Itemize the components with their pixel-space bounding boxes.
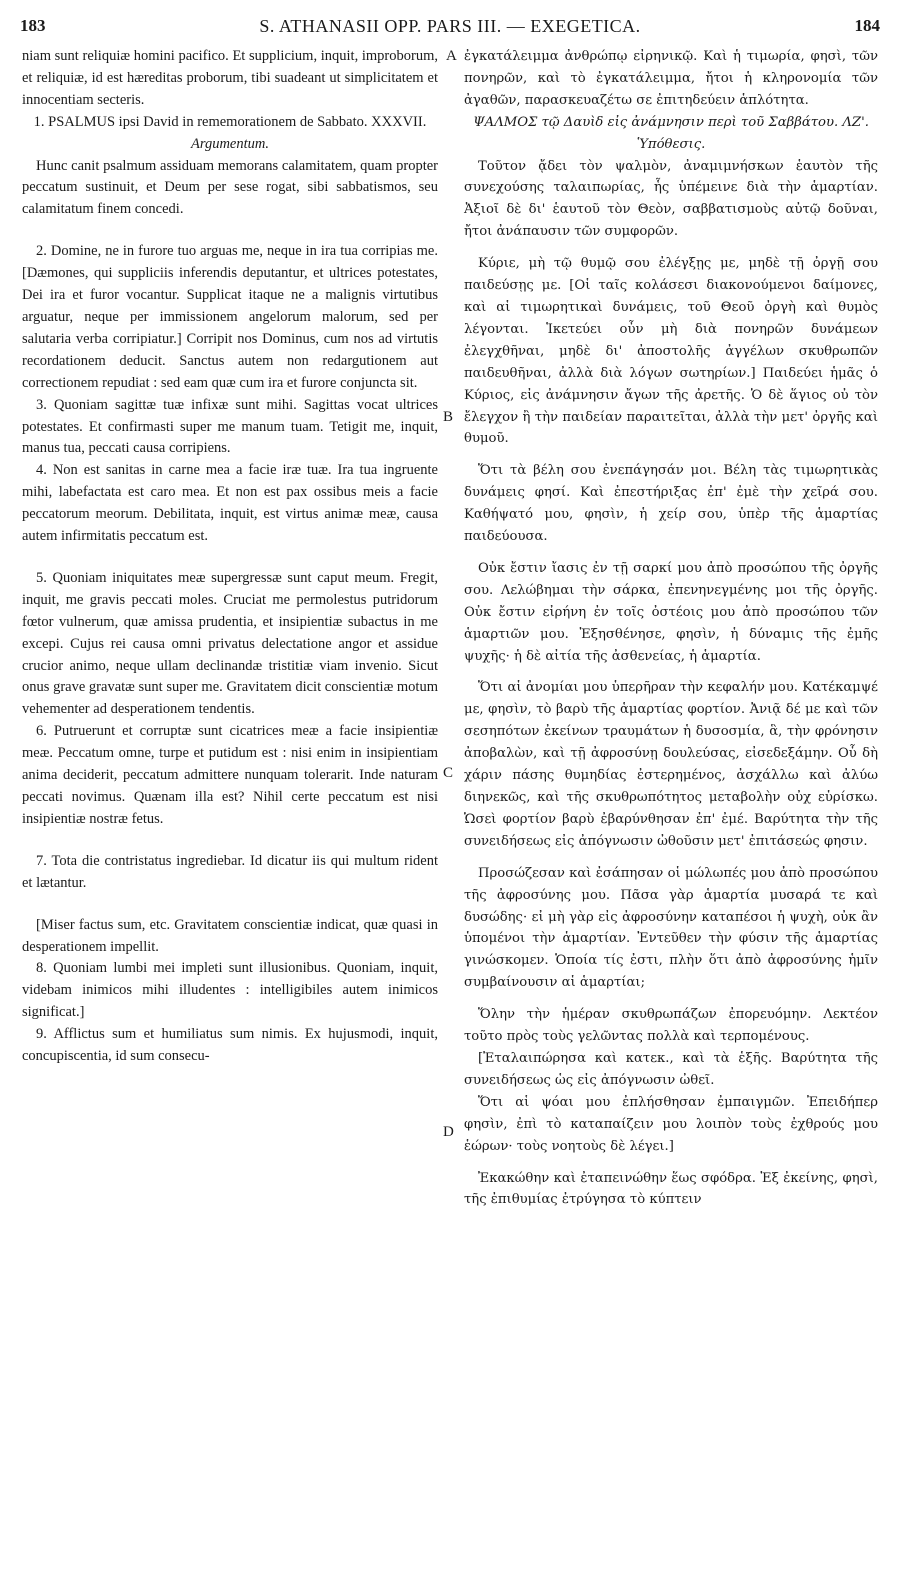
latin-psalm-heading: 1. PSALMUS ipsi David in rememorationem de Sabbato. XXXVII. <box>33 113 427 130</box>
latin-verse: [Miser factus sum, etc. Gravitatem conscientiæ indicat, quæ quasi in desperationem impellit. <box>22 916 438 955</box>
greek-paragraph: Τοῦτον ᾄδει τὸν ψαλμὸν, ἀναμιμνήσκων ἑαυτὸν τῆς συνεχούσης ταλαιπωρίας, ἧς ὑπέμεινε διὰ τὴν ἁμαρτίαν. Ἀξιοῖ δὲ δι' ἑαυτοῦ τὸν Θεὸν, σαββατισμοὺς αὐτῷ δοῦναι, ἤτοι ἀνάπαυσιν τῶν συμφορῶν. <box>464 158 878 240</box>
greek-verse: Ὅλην τὴν ἡμέραν σκυθρωπάζων ἐπορευόμην. Λεκτέον τοῦτο πρὸς τοὺς γελῶντας πολλὰ καὶ τερπομένους. <box>464 1007 878 1045</box>
latin-verse: 2. Domine, ne in furore tuo arguas me, neque in ira tua corripias me. [Dæmones, qui suppliciis inferendis deputantur, et ultrices potestates, Dei ira et furor vocantur. Supplicat itaque ne a malignis virtutibus arguatur, neque per immissionem angelorum malorum, sed per salutaria verba corripiatur.] Corripit nos Dominus, cum nos ad virtutis recordationem deducit. Sanctus autem non redargutionem aut correctionem repudiat : sed eam quæ cum ira et furore conjuncta sit. <box>22 243 438 391</box>
greek-verse: Οὐκ ἔστιν ἴασις ἐν τῇ σαρκί μου ἀπὸ προσώπου τῆς ὀργῆς σου. Λελώβημαι τὴν σάρκα, ἐπενηνεγμένης μοι τῆς ὀργῆς. Οὐκ ἔστιν εἰρήνη ἐν τοῖς ὀστέοις μου ἀπὸ προσώπου τῶν ἁμαρτιῶν μου. Ἐξησθένησε, φησὶν, ἡ δύναμις τῆς ἐμῆς ψυχῆς· ἡ δὲ αἰτία τῆς ἀσθενείας, ἡ ἁμαρτία. <box>464 560 878 664</box>
margin-marker-b: B <box>443 409 454 425</box>
greek-column <box>464 46 878 1211</box>
page-number-right: 184 <box>854 16 880 35</box>
latin-verse: 5. Quoniam iniquitates meæ supergressæ sunt caput meum. Fregit, inquit, me gravis peccati moles. Cruciat me permolestus putridorum fœtor vulnerum, quæ amissa prudentia, et insipientiæ subactus in me excepi. Cujus rei causa omni privatus delectatione angor et assidue crucior animo, neque ullam declinandæ tristitiæ viam invenio. Sicut onus grave gravatæ sunt super me. Gravitatem dicit conscientiæ motum vehementer ad desperationem tendentis. <box>22 569 438 718</box>
latin-paragraph: Hunc canit psalmum assiduam memorans calamitatem, quam propter peccatum sustinuit, et Deum per sese rogat, sibi sabbatismos, seu calamitatum finem concedi. <box>22 157 438 218</box>
page-number-left: 183 <box>20 16 46 35</box>
greek-verse: [Ἐταλαιπώρησα καὶ κατεκ., καὶ τὰ ἑξῆς. Βαρύτητα τῆς συνειδήσεως ὡς εἰς ἀπόγνωσιν ὠθεῖ. <box>464 1050 878 1088</box>
latin-column <box>22 46 438 1068</box>
greek-verse: Ἐκακώθην καὶ ἐταπεινώθην ἕως σφόδρα. Ἐξ ἐκείνης, φησὶ, τῆς ἐπιθυμίας ἐτρύγησα τὸ κύπτειν <box>464 1170 878 1208</box>
greek-verse: Ὅτι αἱ ψόαι μου ἐπλήσθησαν ἐμπαιγμῶν. Ἐπειδήπερ φησὶν, ἐπὶ τὸ καταπαίζειν μου λοιπὸν τοὺς ἐχθρούς μου ἑώρων· τοὺς νοητοὺς δὲ λέγει.] <box>464 1094 878 1154</box>
greek-verse: Ὅτι αἱ ἀνομίαι μου ὑπερῆραν τὴν κεφαλήν μου. Κατέκαμψέ με, φησὶν, τὸ βαρὺ τῆς ἁμαρτίας φορτίον. Ἀνιᾷ δέ με καὶ τῶν σεσηπότων ἐκείνων τραυμάτων ἡ δυσοσμία, ἃ, τὴν φρόνησιν ἀποβαλὼν, καὶ τῇ ἀφροσύνῃ δουλεύσας, εἰσεδεξάμην. Οὗ δὴ χάριν πάσης θυμηδίας ἐστερημένος, ἀσχάλλω καὶ ἀλύω διηνεκῶς, καὶ τῆς σκυθρωπότητος μεταβολὴν οὐχ εὑρίσκω. Ὡσεὶ φορτίον βαρὺ ἐβαρύνθησαν ἐπ' ἐμέ. Βαρύτητα τὴν τῆς συνειδήσεως εἰς ἀπόγνωσιν ὠθοῦσιν μετ' ἐπιτάσεώς φησιν. <box>464 680 878 849</box>
latin-verse: 8. Quoniam lumbi mei impleti sunt illusionibus. Quoniam, inquit, videbam inimicos mihi illudentes : intelligibiles autem inimicos significat.] <box>22 960 438 1021</box>
greek-paragraph: ἐγκατάλειμμα ἀνθρώπῳ εἰρηνικῷ. Καὶ ἡ τιμωρία, φησὶ, τῶν πονηρῶν, καὶ τὸ ἐγκατάλειμμα, ἤτοι ἡ κληρονομία τῶν ἀγαθῶν, παρασκευαζέτω σε ἐπιτηδεύειν ἁπλότητα. <box>464 49 878 108</box>
greek-verse: Κύριε, μὴ τῷ θυμῷ σου ἐλέγξῃς με, μηδὲ τῇ ὀργῇ σου παιδεύσῃς με. [Οἱ ταῖς κολάσεσι διακονούμενοι δαίμονες, καὶ αἱ τιμωρητικαὶ δυνάμεις, τοῦ Θεοῦ ὀργὴ καὶ θυμὸς λέγονται. Ἱκετεύει οὖν μὴ διὰ πονηρῶν δυνάμεων ἐλεγχθῆναι, μηδὲ δι' ἀποστολῆς ἀγγέλων σκυθρωπῶν παιδευθῆναι, ἀλλὰ διὰ λόγων σωτηρίων.] Παιδεύει ἡμᾶς ὁ Κύριος, εἰς ἀνάμνησιν ἄγων τῆς ἀρετῆς. Ὁ δὲ ἅγιος οὐ τὸν ἔλεγχον ἢ τὴν παιδείαν παραιτεῖται, ἀλλὰ τὴν μετ' ὀργῆς καὶ θυμοῦ. <box>464 256 878 447</box>
greek-argument-heading: Ὑπόθεσις. <box>636 136 706 152</box>
latin-paragraph: niam sunt reliquiæ homini pacifico. Et supplicium, inquit, improborum, et reliquiæ, id est hæreditas proborum, tibi suadeant ut simplicitatem et innocentiam secteris. <box>22 48 438 108</box>
page-header <box>20 16 880 42</box>
latin-verse: 9. Afflictus sum et humiliatus sum nimis. Ex hujusmodi, inquit, concupiscentia, id sum consecu- <box>22 1026 438 1065</box>
margin-marker-d: D <box>443 1124 454 1140</box>
running-title: S. ATHANASII OPP. PARS III. — EXEGETICA. <box>259 16 641 36</box>
latin-verse: 7. Tota die contristatus ingrediebar. Id dicatur iis qui multum rident et lætantur. <box>22 852 438 891</box>
margin-marker-a: A <box>446 48 457 64</box>
greek-psalm-heading: ΨΑΛΜΟΣ τῷ Δαυὶδ εἰς ἀνάμνησιν περὶ τοῦ Σαββάτου. ΛΖ'. <box>473 114 869 130</box>
greek-verse: Προσώζεσαν καὶ ἐσάπησαν οἱ μώλωπές μου ἀπὸ προσώπου τῆς ἀφροσύνης μου. Πᾶσα γὰρ ἁμαρτία μυσαρά τε καὶ δυσώδης· εἰ μὴ γὰρ εἰς ἀφροσύνην καταπέσοι ἡ ψυχὴ, οὐκ ἂν ὑπομένοι τὴν ἁμαρτίαν. Ἐντεῦθεν τὴν φύσιν τῆς ἁμαρτίας γινώσκομεν. Ὁποία τίς ἐστι, πλὴν ὅτι ἀπὸ ἀφροσύνης ἡμῖν συμβαίνουσιν αἱ ἁμαρτίαι; <box>464 865 878 991</box>
latin-argument-heading: Argumentum. <box>191 135 269 152</box>
margin-marker-c: C <box>443 765 454 781</box>
latin-verse: 3. Quoniam sagittæ tuæ infixæ sunt mihi. Sagittas vocat ultrices potestates. Et confirmasti super me manum tuam. Tetigit me, inquit, manus tua, peccati causa corripiens. <box>22 396 438 457</box>
latin-verse: 6. Putruerunt et corruptæ sunt cicatrices meæ a facie insipientiæ meæ. Peccatum omne, turpe et putidum est : nisi enim in insipientiam anima deciderit, peccatum admittere nunquam tolerarit. Inde naturam peccati novimus. Quænam illa est? Nihil certe peccatum est nisi insipientiæ nostræ fetus. <box>22 723 438 827</box>
latin-verse: 4. Non est sanitas in carne mea a facie iræ tuæ. Ira tua ingruente mihi, labefactata est caro mea. Et non est pax ossibus meis a facie peccatorum meorum. Debilitata, inquit, est virtus animæ meæ, causa autem infirmitatis peccatum est. <box>22 462 438 545</box>
greek-verse: Ὅτι τὰ βέλη σου ἐνεπάγησάν μοι. Βέλη τὰς τιμωρητικὰς δυνάμεις φησί. Καὶ ἐπεστήριξας ἐπ' ἐμὲ τὴν χεῖρά σου. Καθήψατό μου, φησὶν, ἡ χείρ σου, ὑπὲρ τῆς ἁμαρτίας παιδεύουσα. <box>464 463 878 545</box>
